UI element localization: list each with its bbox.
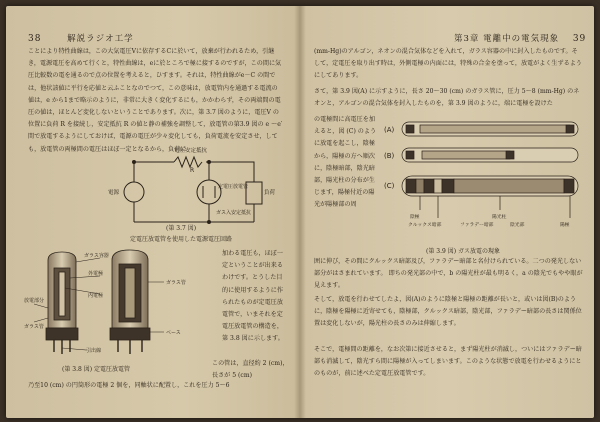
right-paragraph-2: さて，第 3.9 図(A) に示すように，長さ 20～30 (cm) のガラス管に，圧力 5～8 (mm-Hg) のネオンと，アルゴンの混合気体を封入したものを，第 3.9 図のように，端に電極を設けた [314, 88, 580, 108]
right-paragraph-1: (mm-Hg)のアルゴン，ネオンの混合気体などを入れて，ガラス容器の中に封入したものです。そして，定電圧を取り出す時は，外側電極の内面には，特殊の合金を塗って，放電がよく生ずるようにしてあります。 [314, 48, 582, 80]
fig39-faraday-dark-label: ファラデー暗部 [460, 223, 494, 228]
right-paragraph-6: そこで，電極間の距離を，なお次第に接近させると，まず陽光柱が消滅し，ついにはファラデー暗部も消滅して，陰光すら間に陽極が入ってしまいます。このような状態で放電を行わせるようにとのものが，前に述べた定電圧放電管です。 [314, 346, 582, 378]
fig37-tube-label: 定電圧放電管 [218, 184, 249, 190]
fig39-crookes-dark-label: クルックス暗部 [408, 223, 442, 228]
left-paragraph-2: 加わる電圧も，ほぼ一定ということが出来るわけです。とうした目的に使用するように作られたものが定電圧放電管で，いまそれを定電圧放電管の構造を，第 3.8 図に示します。 [222, 250, 284, 343]
left-running-header: 解説ラジオ工学 [67, 34, 134, 44]
left-paragraph-1: ことにより特性曲線は，この大気電圧Vに依存するCに於いて，放棄が行われるため，引継き，電源電圧を高めて行くと，特性曲線は，eに於ところで極に接するのですが，この間に気圧比較数の電を通るので点の位置を考えると，ひすます。それは，特性曲線がe－C の間では，他状該値に平行を応値と云ふことなのでつて，この意味は，放電管内を通過する電流の値は，e から1まで略示のように，非常に大きく変化するにも，かかわらず，その両端間の電圧の値は，ほとんど変化しないということであります。次に，第 3.7 図のように，電圧V の位置に負荷 R を接続し，安定抵抗 R の値と静の補強を調整して，放電管の第3.9 図の e ～e′ 間で放電するようにしておけば，電源の電圧が少々変化しても，負荷電流を安定させ，しても，放電管の両極間の電圧はほぼ一定となるから，負荷に [28, 48, 285, 153]
fig37-r-label: R [190, 167, 195, 174]
right-header [454, 32, 586, 44]
fig38-label-glass-tube-2: ガラス管 [24, 324, 44, 330]
fig38-caption: (第 3.8 図) 定電圧放電管 [62, 366, 130, 373]
fig38-label-glass-container: ガラス容器 [84, 253, 109, 259]
left-paragraph-4: 乃至10 (cm) の円筒形の電極 2 個を，同軸状に配置し，これを圧力 5～6 [28, 382, 230, 389]
fig39-caption: (第 3.9 図) ガス放電の現象 [426, 248, 500, 255]
fig37-resistor-label: 電圧安定抵抗 [174, 148, 208, 154]
fig39-discharge-tubes [380, 114, 588, 244]
fig37-circuit [104, 142, 290, 248]
right-paragraph-3: の電極間に高電圧を加えると，図 (C) のように放電を起こし，陰極から，陽極の方へ順次に，陰極暗部，陰光暗部，陽光柱の分布が生じます，陽極付近の陽光が陽極部の周 [314, 116, 377, 209]
fig37-source-label: 電源 [108, 190, 120, 196]
fig37-load-label: 負荷 [264, 190, 276, 196]
fig39-positive-column-label: 陽光柱 [492, 215, 507, 220]
right-paragraph-4: 囲に伸び，その間にクルックス暗部及び，ファラデー暗部と名付けられている。二つの発光しない部分がはさまれています。 即ちの発光部の中で，b の陽光柱が最も明るく，a の陰光でもやや眼が見えます。 [314, 258, 583, 290]
right-paragraph-5: そして，放電を行わせてしたよ，図(A)のように陰極と陽極の距離が長いと，或いは図(B)のように，陰極を陽極に近寄せても，陰極部，クルックス暗部，陰光部，ファラデー暗部の長さは関係位置は変化しないが，陽光柱の長さのみは伸縮します。 [314, 296, 582, 328]
right-running-header: 第3章 電離中の電気現象 [454, 34, 560, 44]
fig39-tube-a-label: (A) [384, 126, 395, 134]
fig39-anode-label: 陽極 [560, 223, 570, 228]
fig39-negative-glow-label: 陰光部 [510, 223, 525, 228]
fig38-label-lead: 引出線 [86, 348, 102, 354]
fig38-tube-illustration [24, 248, 224, 360]
left-header [28, 32, 134, 44]
left-page [6, 6, 296, 418]
right-page [304, 6, 594, 418]
right-page-number: 39 [572, 34, 587, 44]
fig39-tube-c-label: (C) [384, 182, 395, 190]
left-paragraph-1-column [28, 144, 100, 250]
fig38-label-discharge: 放電部分 [24, 298, 45, 304]
left-paragraph-3: この管は，直径約 2 (cm)，長さが 5 (cm) [212, 360, 289, 380]
fig38-label-base: ベース [166, 330, 181, 336]
fig39-cathode-label: 陰極 [410, 215, 420, 220]
fig37-load-r-label: ガス入安定抵抗 [216, 210, 252, 216]
fig38-label-inner-electrode: 内電極 [88, 293, 104, 299]
fig38-label-outer-electrode: 外電極 [88, 271, 104, 277]
fig37-caption: (第 3.7 図) [166, 225, 197, 232]
fig37-subcaption: 定電圧放電管を使用した電源電圧回路 [130, 236, 233, 243]
fig39-tube-b-label: (B) [384, 152, 395, 160]
fig38-label-glass-tube: ガラス管 [166, 280, 186, 286]
left-page-number: 38 [28, 34, 42, 44]
book-spread [6, 6, 594, 418]
